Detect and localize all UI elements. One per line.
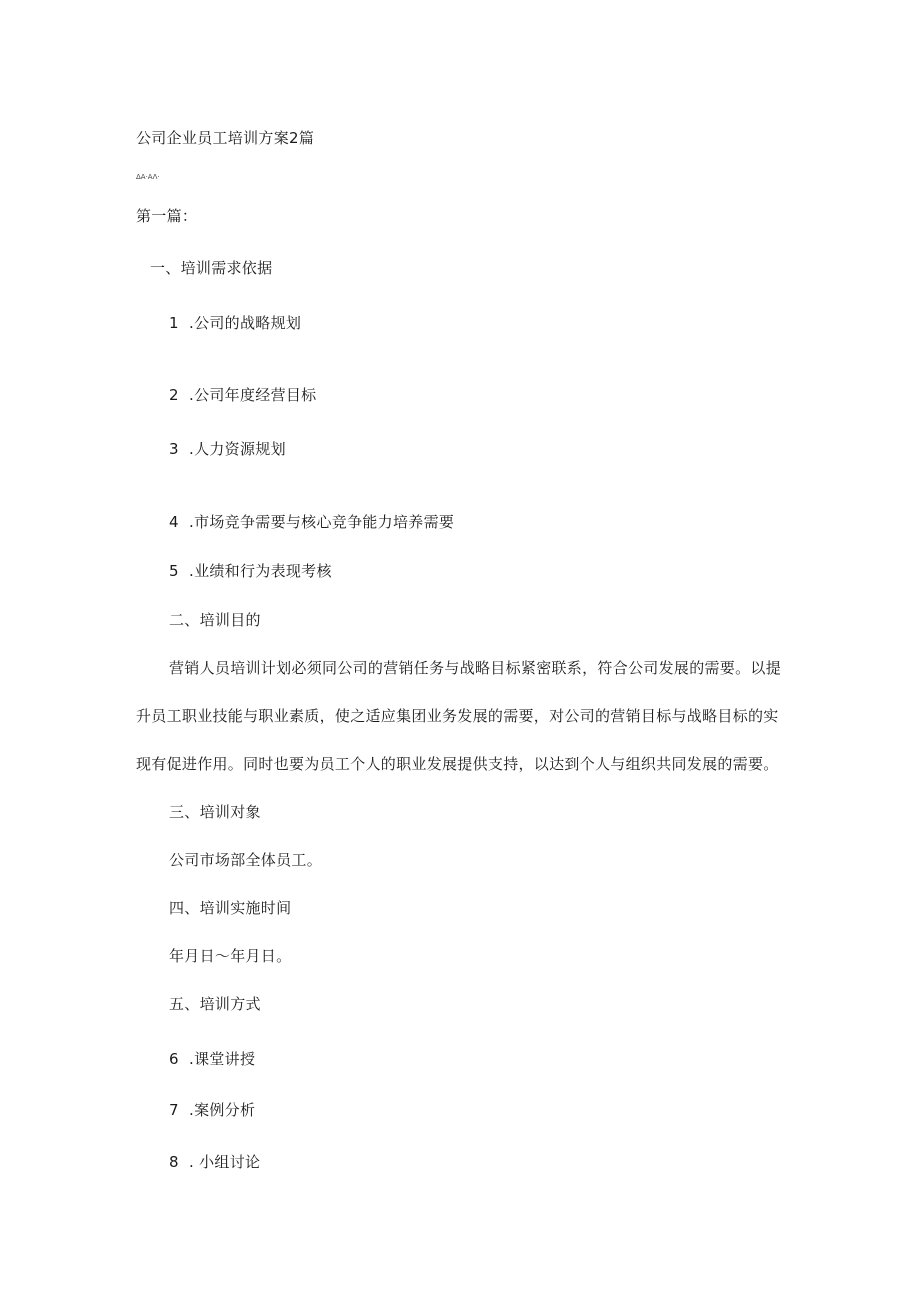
list-item-number: 3 bbox=[169, 440, 179, 458]
list-item-text: .市场竞争需要与核心竞争能力培养需要 bbox=[189, 513, 455, 531]
list-item-number: 5 bbox=[169, 562, 179, 580]
list-item bbox=[169, 1100, 255, 1120]
list-item-number: 8 bbox=[169, 1153, 179, 1171]
paragraph-line: 升员工职业技能与职业素质，使之适应集团业务发展的需要，对公司的营销目标与战略目标的实 bbox=[136, 707, 779, 725]
list-item bbox=[169, 512, 454, 532]
section-3-text: 公司市场部全体员工。 bbox=[169, 851, 323, 869]
list-item-number: 2 bbox=[169, 386, 179, 404]
list-item-text: .人力资源规划 bbox=[189, 440, 286, 458]
list-item-text: . 小组讨论 bbox=[189, 1153, 261, 1171]
paragraph-line: 营销人员培训计划必须同公司的营销任务与战略目标紧密联系，符合公司发展的需要。以提 bbox=[169, 659, 782, 677]
list-item-number: 1 bbox=[169, 314, 179, 332]
list-item-number: 4 bbox=[169, 513, 179, 531]
list-item-text: .公司年度经营目标 bbox=[189, 386, 317, 404]
list-item-text: .课堂讲授 bbox=[189, 1050, 256, 1068]
document-subtitle: ΔA·AΛ· bbox=[136, 173, 160, 181]
list-item-text: .业绩和行为表现考核 bbox=[189, 562, 332, 580]
list-item-number: 6 bbox=[169, 1050, 179, 1068]
list-item-text: .公司的战略规划 bbox=[189, 314, 302, 332]
list-item bbox=[169, 1152, 260, 1172]
list-item bbox=[169, 313, 301, 333]
list-item-text: .案例分析 bbox=[189, 1101, 256, 1119]
section-2-heading: 二、培训目的 bbox=[169, 611, 261, 629]
document-title: 公司企业员工培训方案2篇 bbox=[136, 129, 315, 147]
part-label: 第一篇： bbox=[136, 207, 198, 225]
section-4-text: 年月日～年月日。 bbox=[169, 947, 292, 965]
list-item-number: 7 bbox=[169, 1101, 179, 1119]
list-item bbox=[169, 439, 286, 459]
section-1-heading: 一、培训需求依据 bbox=[150, 259, 273, 277]
section-4-heading: 四、培训实施时间 bbox=[169, 899, 292, 917]
section-5-heading: 五、培训方式 bbox=[169, 995, 261, 1013]
list-item bbox=[169, 1049, 255, 1069]
paragraph-line: 现有促进作用。同时也要为员工个人的职业发展提供支持，以达到个人与组织共同发展的需要。 bbox=[136, 755, 779, 773]
list-item bbox=[169, 561, 332, 581]
list-item bbox=[169, 385, 316, 405]
section-3-heading: 三、培训对象 bbox=[169, 803, 261, 821]
